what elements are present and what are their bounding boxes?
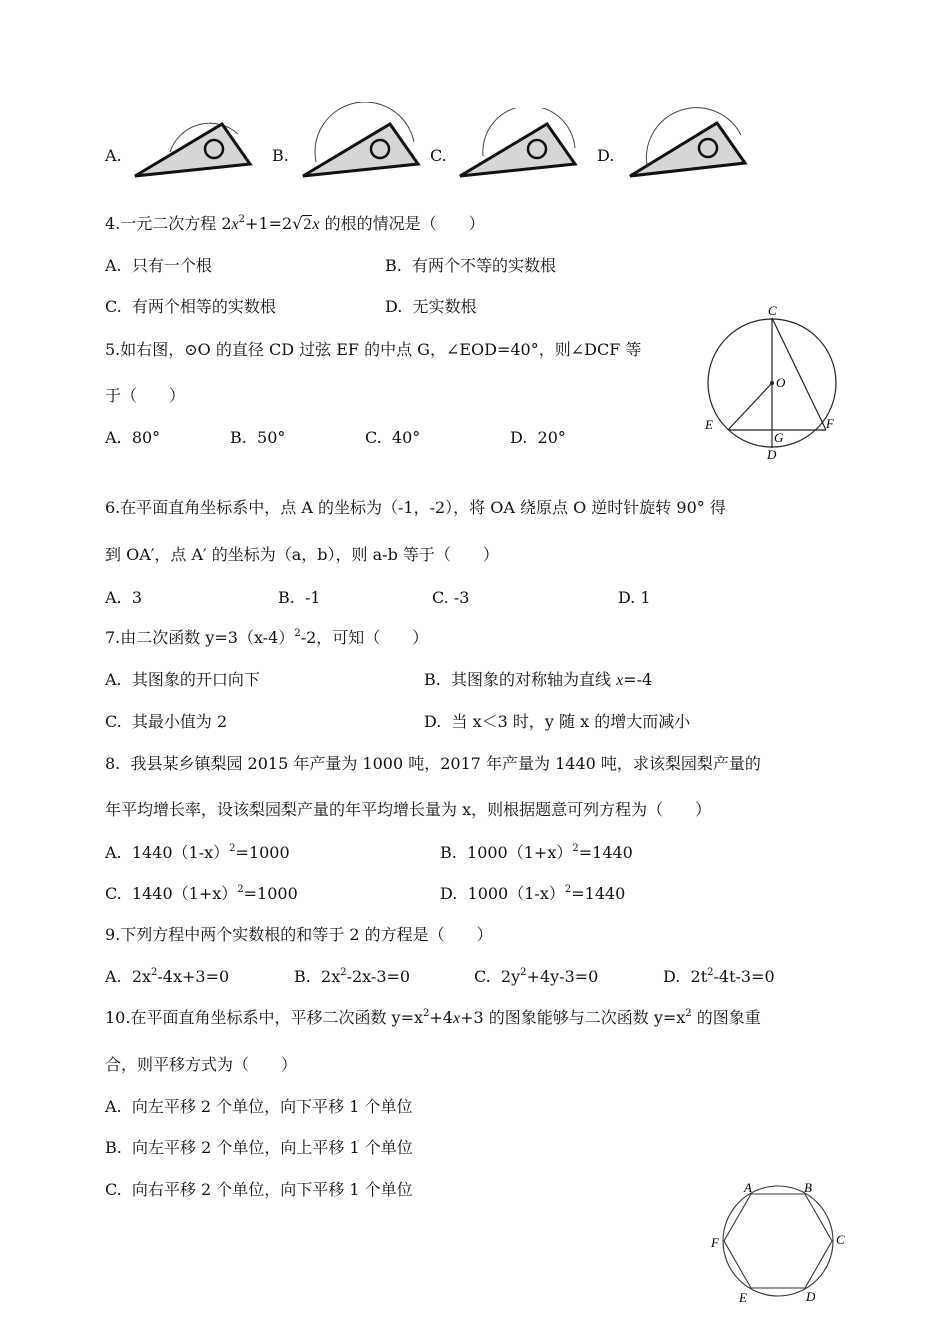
q4-option-a: A. 只有一个根 [105,256,212,275]
svg-text:B: B [804,1180,812,1195]
q9-option-d: D. $2t^2-4t-3=0$ [663,967,775,986]
q6-option-a: A. 3 [105,588,142,607]
q10-option-a: A. 向左平移 2 个单位，向下平移 1 个单位 [105,1097,413,1116]
q9-option-b: B. $2x^2-2x-3=0$ [294,967,411,986]
q5-option-b: B. 50° [230,428,286,447]
option-c-label: C. [430,146,447,165]
svg-text:D: D [767,447,777,462]
q8-option-a: A. $1440(1-x)^2=1000$ [105,843,290,862]
q5-stem-line1: 5.如右图，⊙O 的直径 CD 过弦 EF 的中点 G，∠EOD=40°，则∠DCF 等 [105,340,642,359]
triangle-figure-b [298,102,423,182]
q10-option-c: C. 向右平移 2 个单位，向下平移 1 个单位 [105,1180,413,1199]
q4-option-b: B. 有两个不等的实数根 [385,256,557,275]
q5-option-c: C. 40° [365,428,421,447]
svg-text:F: F [711,1235,719,1250]
svg-text:D: D [806,1289,816,1304]
q5-option-d: D. 20° [510,428,566,447]
q8-option-d: D. $1000(1-x)^2=1440$ [440,884,626,903]
q8-stem-line2: 年平均增长率，设该梨园梨产量的年平均增长量为 x，则根据题意可列方程为（ ） [105,800,712,819]
q5-option-a: A. 80° [105,428,161,447]
circle-figure [700,302,850,462]
option-d-label: D. [597,146,615,165]
option-a-label: A. [105,146,122,165]
q8-option-b: B. $1000(1+x)^2=1440$ [440,843,633,862]
option-b-label: B. [272,146,289,165]
q6-option-c: C. -3 [432,588,470,607]
triangle-figure-a [130,112,255,182]
svg-text:E: E [705,417,713,432]
q10-stem-line2: 合，则平移方式为（ ） [105,1055,298,1074]
svg-text:E: E [739,1290,747,1305]
svg-text:A: A [744,1180,752,1195]
svg-text:C: C [836,1232,845,1247]
svg-text:C: C [768,303,777,318]
q10-stem-line1: 10.在平面直角坐标系中，平移二次函数 $y=x^2+4x+3$ 的图象能够与二次函数 $y=x^2$ 的图象重 [105,1008,761,1027]
q6-stem-line1: 6.在平面直角坐标系中，点 A 的坐标为（-1，-2），将 OA 绕原点 O 逆时针旋转 90° 得 [105,498,726,517]
q9-stem: 9.下列方程中两个实数根的和等于 2 的方程是（ ） [105,925,493,944]
q10-option-b: B. 向左平移 2 个单位，向上平移 1 个单位 [105,1138,413,1157]
q7-option-b: B. 其图象的对称轴为直线 x=-4 [424,670,653,689]
q5-stem-line2: 于（ ） [105,386,186,405]
q9-option-a: A. $2x^2-4x+3=0$ [105,967,230,986]
q6-option-b: B. -1 [278,588,321,607]
svg-text:O: O [776,375,786,390]
triangle-figure-c [455,108,580,183]
q7-option-d: D. 当 x＜3 时，y 随 x 的增大而减小 [424,712,691,731]
svg-text:G: G [774,430,784,445]
q6-option-d: D. 1 [618,588,651,607]
q4-option-c: C. 有两个相等的实数根 [105,297,276,316]
triangle-figure-d [625,105,753,183]
hexagon-figure [705,1178,853,1306]
q8-stem-line1: 8. 我县某乡镇梨园 2015 年产量为 1000 吨，2017 年产量为 1440 吨，求该梨园梨产量的 [105,754,761,773]
q9-option-c: C. $2y^2+4y-3=0$ [474,967,599,986]
q4-option-d: D. 无实数根 [385,297,477,316]
sqrt-symbol: √2 [292,214,312,233]
q8-option-c: C. $1440(1+x)^2=1000$ [105,884,298,903]
q4-stem: 4.一元二次方程 $2x^2+1=2√2x$ 的根的情况是（ ） [105,214,485,233]
q7-stem: 7.由二次函数 $y=3(x-4)^2-2$，可知（ ） [105,628,429,647]
q7-option-a: A. 其图象的开口向下 [105,670,260,689]
svg-text:F: F [826,416,834,431]
q7-option-c: C. 其最小值为 2 [105,712,228,731]
q6-stem-line2: 到 OA′，点 A′ 的坐标为（a，b），则 a-b 等于（ ） [105,545,499,564]
